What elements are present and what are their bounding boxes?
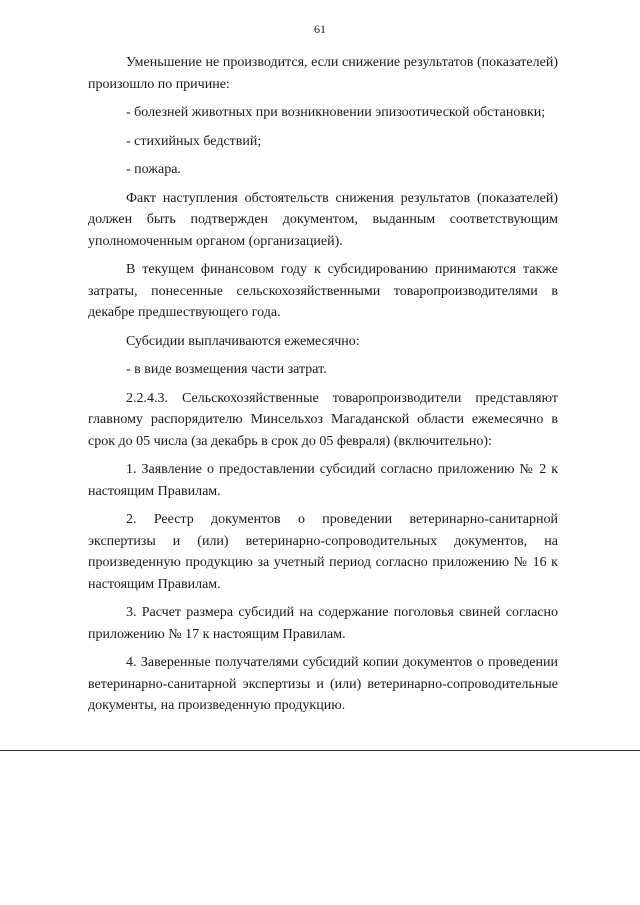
numbered-item: 1. Заявление о предоставлении субсидий согласно приложению № 2 к настоящим Правилам. <box>88 462 558 499</box>
paragraph: 2.2.4.3. Сельскохозяйственные товаропроизводители представляют главному распорядителю Минсельхоз Магаданской области ежемесячно в срок до 05 числа (за декабрь в срок до 05 февраля) (включительно): <box>88 390 558 449</box>
paragraph: Уменьшение не производится, если снижение результатов (показателей) произошло по причине: <box>88 55 558 92</box>
list-item: - в виде возмещения части затрат. <box>126 362 327 377</box>
numbered-item: 3. Расчет размера субсидий на содержание поголовья свиней согласно приложению № 17 к настоящим Правилам. <box>88 605 558 642</box>
numbered-item: 2. Реестр документов о проведении ветеринарно-санитарной экспертизы и (или) ветеринарно-сопроводительных документов, на произведенную продукцию за учетный период согласно приложению № 16 к настоящим Правилам. <box>88 512 558 592</box>
paragraph: В текущем финансовом году к субсидированию принимаются также затраты, понесенные сельскохозяйственными товаропроизводителями в декабре предшествующего года. <box>88 262 558 320</box>
numbered-item: 4. Заверенные получателями субсидий копии документов о проведении ветеринарно-санитарной экспертизы и (или) ветеринарно-сопроводительные документы, на произведенную продукцию. <box>88 655 558 713</box>
paragraph: Факт наступления обстоятельств снижения результатов (показателей) должен быть подтвержден документом, выданным соответствующим уполномоченным органом (организацией). <box>88 190 558 249</box>
list-item: - болезней животных при возникновении эпизоотической обстановки; <box>126 105 546 120</box>
page-number: 61 <box>314 22 326 36</box>
document-body <box>88 52 558 724</box>
list-item: - стихийных бедствий; <box>126 133 262 149</box>
paragraph: Субсидии выплачиваются ежемесячно: <box>126 333 360 349</box>
page-divider <box>0 750 640 751</box>
list-item: - пожара. <box>126 162 181 177</box>
